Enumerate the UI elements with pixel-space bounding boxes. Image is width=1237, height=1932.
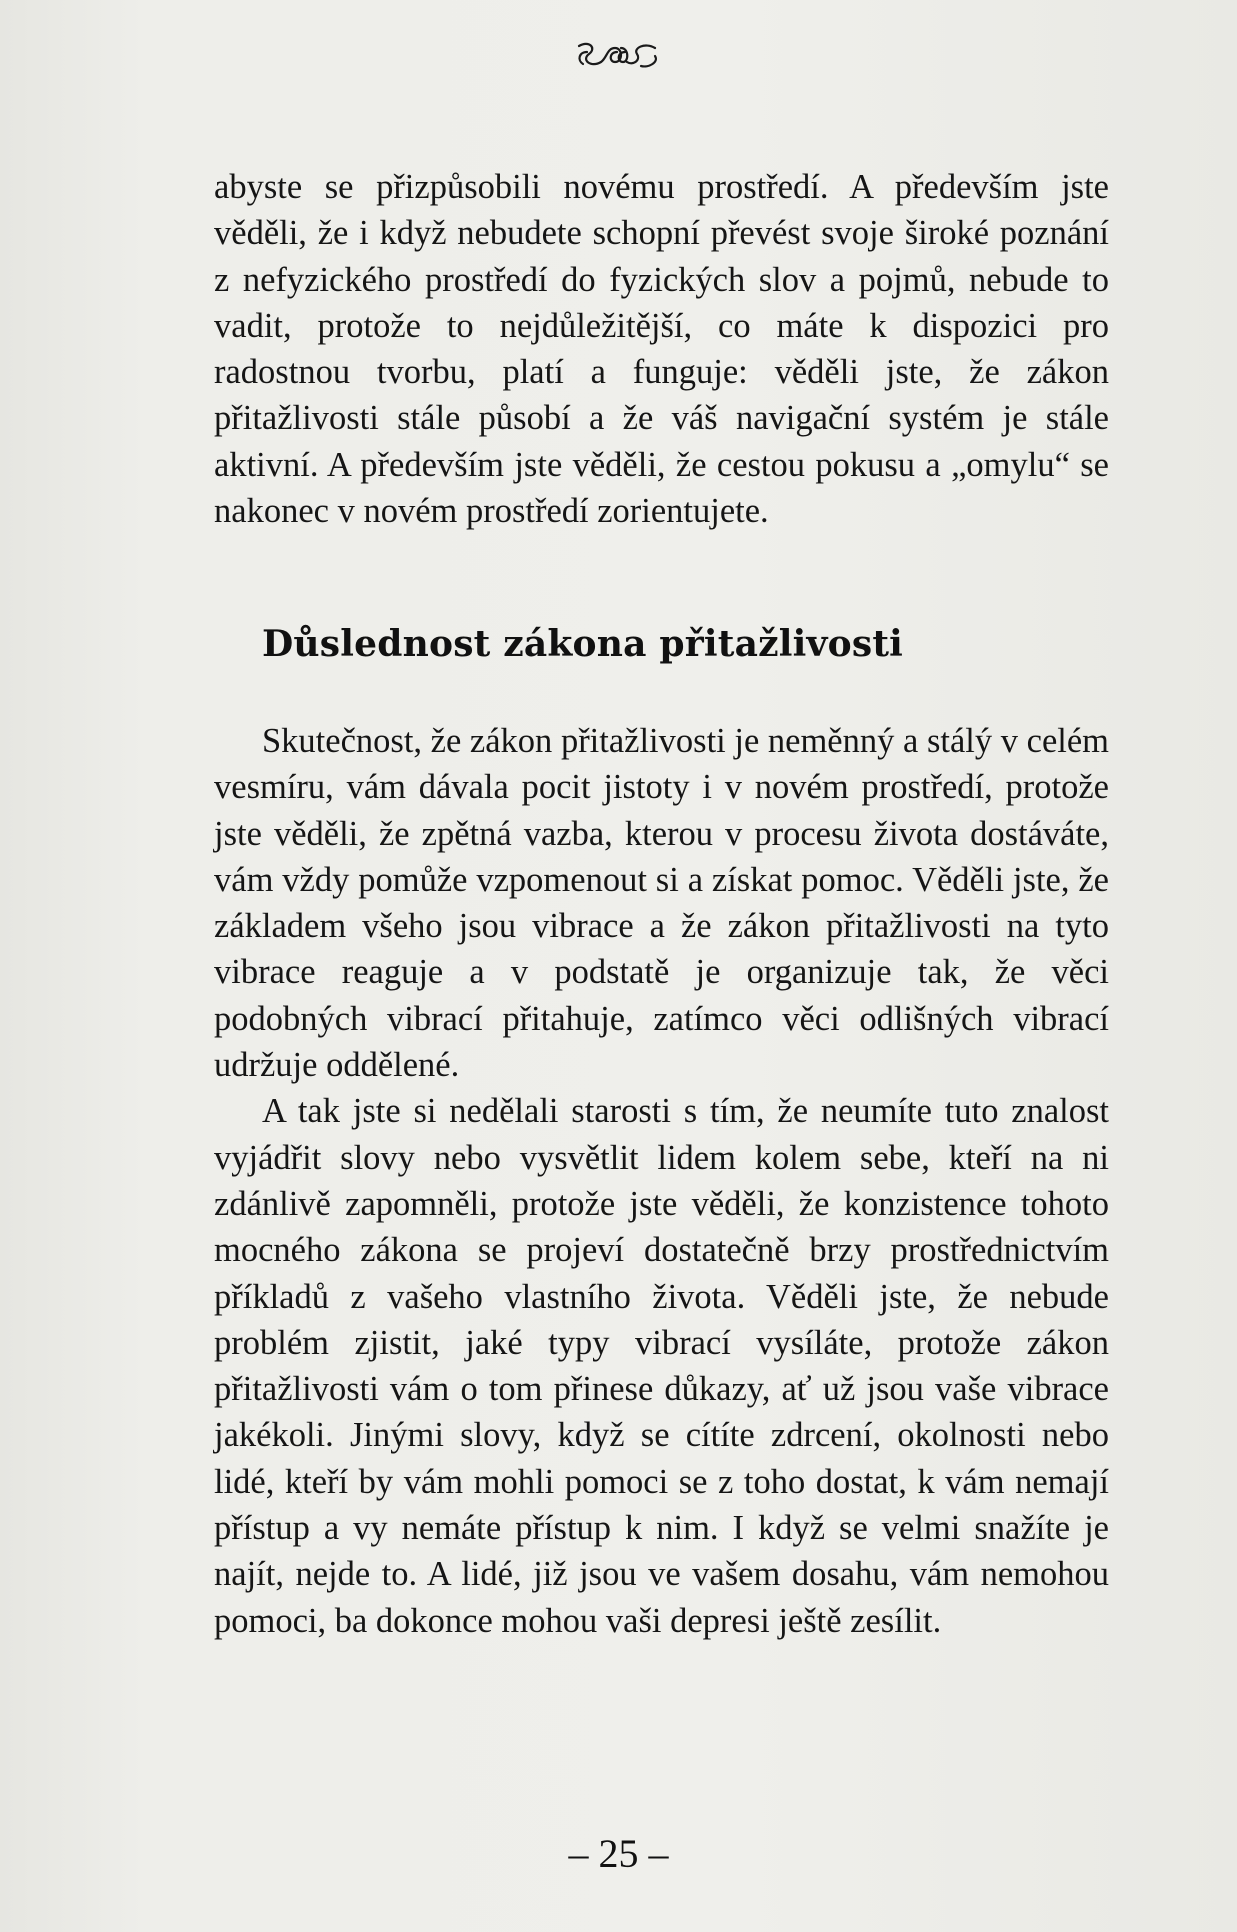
section-heading: Důslednost zákona přitažlivosti (262, 623, 904, 665)
ornament-icon (0, 38, 1237, 81)
body-text-section (214, 718, 1109, 1644)
paragraph: Skutečnost, že zákon přitažlivosti je neměnný a stálý v celém vesmíru, vám dávala pocit jistoty i v novém prostředí, protože jste věděli, že zpětná vazba, kterou v procesu života dostáváte, vám vždy pomůže vzpomenout si a získat pomoc. Věděli jste, že základem všeho jsou vibrace a že zákon přitažlivosti na tyto vibrace reaguje a v podstatě je organizuje tak, že věci podobných vibrací přitahuje, zatímco věci odlišných vibrací udržuje oddělené. (214, 722, 1109, 1085)
paragraph: abyste se přizpůsobili novému prostředí. A především jste věděli, že i když nebudete schopní převést svoje široké poznání z nefyzického prostředí do fyzických slov a pojmů, nebude to vadit, protože to nejdůležitější, co máte k dispozici pro radostnou tvorbu, platí a funguje: věděli jste, že zákon přitažlivosti stále působí a že váš navigační systém je stále aktivní. A především jste věděli, že cestou pokusu a „omylu“ se nakonec v novém prostředí zorientujete. (214, 168, 1109, 531)
body-text-top (214, 164, 1109, 534)
page-number: – 25 – (568, 1831, 669, 1876)
ornament-icon-graphic (571, 38, 667, 72)
paragraph: A tak jste si nedělali starosti s tím, že neumíte tuto znalost vyjádřit slovy nebo vysvětlit lidem kolem sebe, kteří na ni zdánlivě zapomněli, protože jste věděli, že konzistence tohoto mocného zákona se projeví dostatečně brzy prostřednictvím příkladů z vašeho vlastního života. Věděli jste, že nebude problém zjistit, jaké typy vibrací vysíláte, protože zákon přitažlivosti vám o tom přinese důkazy, ať už jsou vaše vibrace jakékoli. Jinými slovy, když se cítíte zdrcení, okolnosti nebo lidé, kteří by vám mohli pomoci se z toho dostat, k vám nemají přístup a vy nemáte přístup k nim. I když se velmi snažíte je najít, nejde to. A lidé, již jsou ve vašem dosahu, vám nemohou pomoci, ba dokonce mohou vaši depresi ještě zesílit. (214, 1092, 1109, 1640)
